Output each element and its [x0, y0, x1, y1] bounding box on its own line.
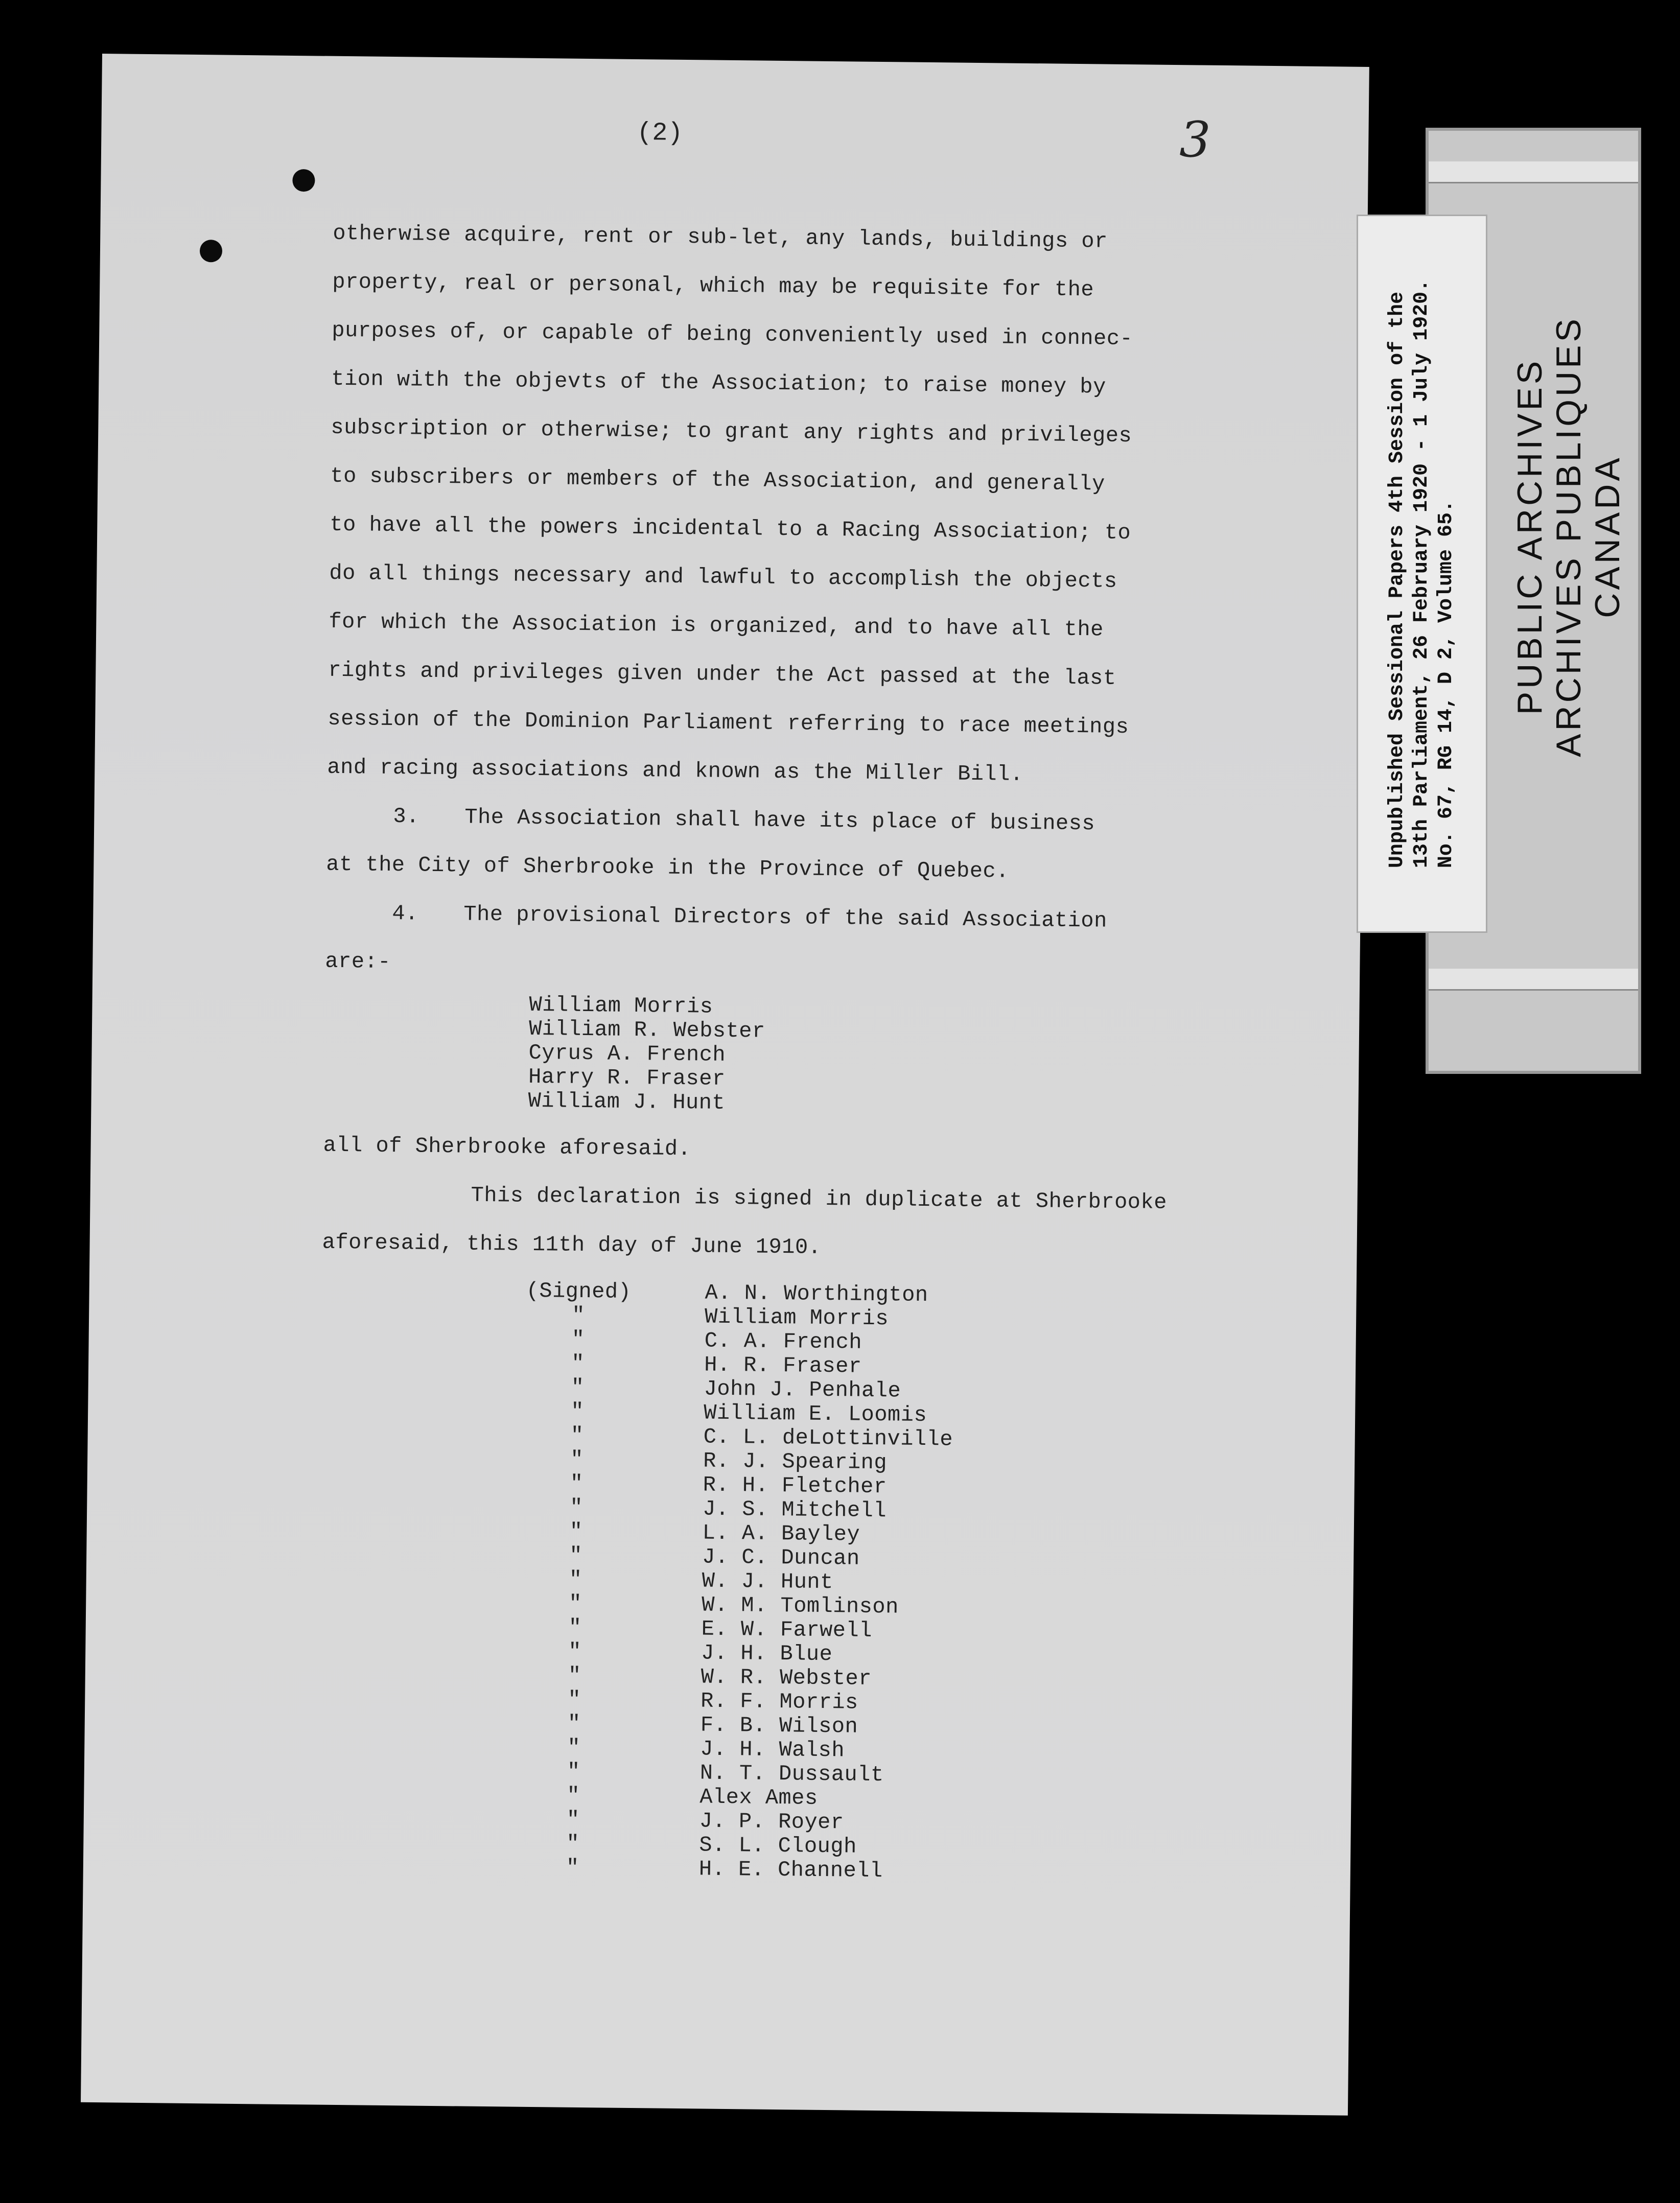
stamp-line: PUBLIC ARCHIVES [1510, 358, 1549, 715]
body-line: are:- [325, 949, 391, 975]
signer-name: N. T. Dussault [699, 1761, 884, 1788]
director-name: William R. Webster [528, 1016, 765, 1044]
archive-line: Unpublished Sessional Papers 4th Session of the [1386, 291, 1409, 869]
archive-line: 13th Parliament, 26 February 1920 - 1 July 1920. [1410, 279, 1433, 869]
signer-name: R. F. Morris [701, 1689, 858, 1715]
signer-name: W. R. Webster [701, 1665, 872, 1691]
signatories-list [316, 1277, 1323, 1888]
ditto-mark: " [570, 1471, 584, 1496]
body-line: purposes of, or capable of being conveniently used in connec- [332, 318, 1133, 351]
stamp-line: CANADA [1588, 455, 1627, 618]
ditto-mark: " [571, 1327, 585, 1352]
ditto-mark: " [567, 1735, 581, 1760]
ditto-mark: " [567, 1783, 580, 1808]
ditto-mark: " [570, 1399, 585, 1424]
signer-name: W. M. Tomlinson [702, 1592, 899, 1620]
body-line: aforesaid, this 11th day of June 1910. [322, 1230, 822, 1260]
signer-name: Alex Ames [699, 1785, 818, 1811]
signer-name: J. H. Blue [701, 1640, 833, 1667]
signer-name: C. L. deLottinville [703, 1424, 953, 1452]
punch-hole [292, 169, 315, 192]
body-line: to subscribers or members of the Association, and generally [330, 463, 1106, 497]
ditto-mark: " [566, 1807, 580, 1832]
body-line: to have all the powers incidental to a Racing Association; to [330, 512, 1131, 546]
punch-hole [200, 240, 222, 262]
page-number: (2) [637, 118, 683, 148]
ditto-mark: " [568, 1639, 582, 1664]
body-line: for which the Association is organized, and to have all the [329, 609, 1104, 642]
body-line: tion with the objevts of the Association; to raise money by [331, 366, 1107, 400]
archive-reference-text [1385, 279, 1459, 868]
ditto-mark: " [571, 1351, 585, 1376]
body-line: and racing associations and known as the Miller Bill. [327, 755, 1023, 787]
directors-list [323, 991, 1326, 1122]
signer-name: A. N. Worthington [705, 1280, 928, 1308]
signer-name: J. C. Duncan [702, 1544, 860, 1571]
director-name: William J. Hunt [528, 1088, 726, 1115]
body-line: at the City of Sherbrooke in the Province of Quebec. [326, 852, 1010, 884]
signer-name: J. P. Royer [699, 1809, 844, 1835]
ditto-mark: " [570, 1423, 584, 1448]
signer-name: H. R. Fraser [704, 1352, 862, 1379]
signer-name: J. S. Mitchell [702, 1496, 887, 1524]
signer-name: William E. Loomis [703, 1400, 927, 1428]
archive-stamp [1492, 204, 1645, 920]
ditto-mark: " [570, 1447, 584, 1472]
signer-name: L. A. Bayley [702, 1520, 860, 1547]
body-line: do all things necessary and lawful to accomplish the objects [329, 560, 1117, 594]
ditto-mark: " [567, 1711, 581, 1736]
ditto-mark: " [569, 1567, 582, 1592]
section-number: 4. [392, 901, 419, 926]
body-line: rights and privileges given under the Act passed at the last [328, 658, 1116, 691]
ditto-mark: " [571, 1303, 586, 1328]
signer-name: E. W. Farwell [701, 1616, 873, 1643]
director-name: Cyrus A. French [528, 1040, 726, 1067]
signer-name: C. A. French [704, 1328, 862, 1355]
ditto-mark: " [569, 1543, 583, 1568]
ditto-mark: " [568, 1615, 582, 1640]
document-page [81, 54, 1369, 2116]
folder-fold [1429, 161, 1638, 183]
handwritten-page-mark: 3 [1179, 111, 1211, 169]
section-text: The Association shall have its place of business [464, 805, 1095, 836]
signer-name: R. J. Spearing [703, 1448, 888, 1475]
signer-name: John J. Penhale [704, 1376, 901, 1403]
ditto-mark: " [568, 1663, 581, 1688]
ditto-mark: " [566, 1855, 579, 1880]
director-name: Harry R. Fraser [528, 1064, 726, 1091]
ditto-mark: " [567, 1759, 580, 1784]
body-line: subscription or otherwise; to grant any rights and privileges [331, 415, 1132, 449]
signer-name: W. J. Hunt [702, 1568, 834, 1595]
document-body [316, 209, 1335, 1888]
signer-name: J. H. Walsh [700, 1737, 845, 1763]
archive-reference-label [1357, 215, 1487, 933]
signer-name: William Morris [704, 1304, 889, 1331]
archive-stamp-text [1510, 316, 1627, 757]
ditto-mark: " [566, 1831, 580, 1856]
body-line: session of the Dominion Parliament referring to race meetings [328, 706, 1129, 740]
section-text: The provisional Directors of the said Association [463, 902, 1108, 933]
signer-name: F. B. Wilson [700, 1713, 858, 1739]
stamp-line: ARCHIVES PUBLIQUES [1549, 316, 1588, 757]
signer-name: R. H. Fletcher [703, 1472, 887, 1499]
signed-label: (Signed) [526, 1278, 632, 1304]
signer-name: H. E. Channell [698, 1857, 883, 1884]
director-name: William Morris [529, 992, 713, 1019]
ditto-mark: " [571, 1375, 585, 1400]
folder-fold [1429, 969, 1638, 991]
body-line: property, real or personal, which may be requisite for the [332, 269, 1094, 302]
archive-line: No. 67, RG 14, D 2, Volume 65. [1435, 500, 1458, 869]
ditto-mark: " [569, 1591, 582, 1616]
ditto-mark: " [569, 1495, 584, 1520]
declaration-line: This declaration is signed in duplicate at Sherbrooke [471, 1183, 1168, 1215]
body-line: all of Sherbrooke aforesaid. [323, 1133, 691, 1162]
ditto-mark: " [569, 1519, 583, 1544]
signer-name: S. L. Clough [699, 1833, 857, 1859]
section-number: 3. [393, 804, 420, 829]
body-line: otherwise acquire, rent or sub-let, any lands, buildings or [333, 221, 1108, 254]
ditto-mark: " [568, 1687, 581, 1712]
